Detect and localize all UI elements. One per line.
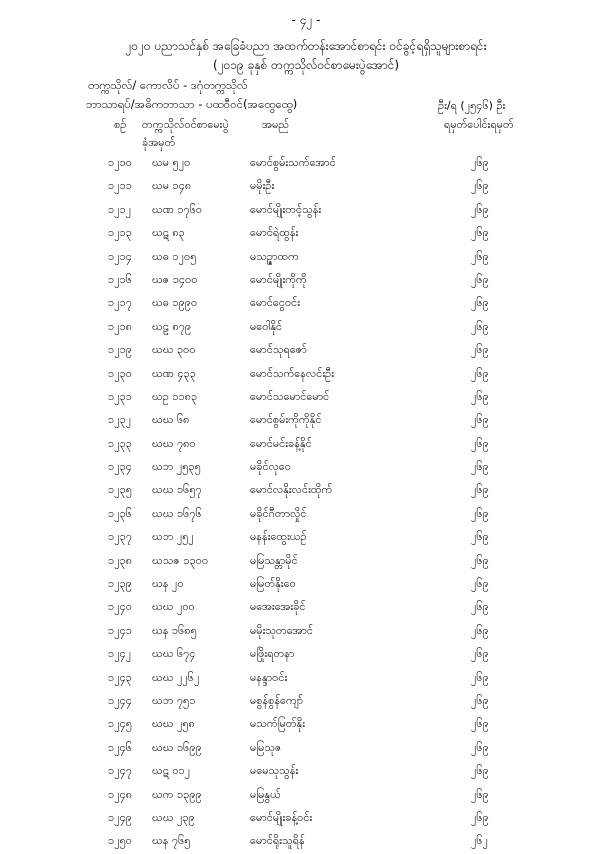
exam-id: ဃမ ၁၄၈ — [152, 179, 192, 193]
row-number: ၁၂၁၈ — [108, 319, 133, 333]
student-name: မောင်စွမ်းသက်အောင် — [250, 156, 336, 169]
row-number: ၁၂၄၄ — [108, 693, 132, 707]
exam-id: ဃဃ ၁၆၅၇ — [152, 483, 202, 497]
table-row — [0, 433, 612, 456]
quota-header: ဦး/ရ (၂၅၄၆) ဦး — [438, 99, 506, 112]
student-name: မမြတ်နိုးဝေ — [250, 577, 296, 591]
row-number: ၁၂၄၃ — [108, 670, 132, 684]
table-row — [0, 339, 612, 362]
exam-id: ဃဘ ၂၅၂ — [152, 530, 194, 544]
university-line: တက္ကသိုလ်/ ကောလိပ် - ဒဂုံတက္ကသိုလ် — [88, 78, 248, 92]
score: ၂၆၉ — [471, 226, 489, 240]
exam-id: ဃဃ ၂၃၉ — [152, 810, 195, 824]
table-row — [0, 784, 612, 807]
student-name: မနန္ဒာဝင်း — [250, 670, 288, 684]
score: ၂၆၉ — [471, 202, 489, 216]
table-row — [0, 386, 612, 409]
student-name: မောင်စွမ်းကိုကိုနိုင် — [250, 413, 322, 427]
score: ၂၆၉ — [471, 810, 489, 824]
column-header-score: ရမှတ်ပေါင်းရမှတ် — [444, 118, 514, 131]
exam-id: ဃဃ ၆၈ — [152, 413, 190, 427]
table-row — [0, 690, 612, 713]
student-name: မမိုးသုတအောင် — [250, 623, 313, 637]
table-row — [0, 222, 612, 245]
exam-id: ဃဠ ၈၇၉ — [152, 319, 192, 333]
student-name: မောင်မင်းခန့်နိုင် — [250, 436, 312, 450]
student-name: မောင်သမောင်မောင် — [250, 389, 330, 403]
exam-id: ဃဃ ၁၆၇၆ — [152, 506, 202, 520]
row-number: ၁၂၁၄ — [108, 249, 132, 263]
row-number: ၁၂၃၁ — [108, 389, 132, 403]
student-name: မမိုးဦး — [250, 179, 275, 193]
row-number: ၁၂၁၂ — [108, 202, 132, 216]
score: ၂၆၉ — [471, 179, 489, 193]
row-number: ၁၂၃၃ — [108, 436, 132, 450]
exam-id: ဃဏ ၁၇၆၀ — [152, 202, 203, 216]
table-row — [0, 737, 612, 760]
score: ၂၆၉ — [471, 670, 489, 684]
exam-id: ဃန ၁၆၈၅ — [152, 623, 197, 637]
row-number: ၁၂၄၅ — [108, 717, 132, 731]
student-name: မမေသုသွန်း — [250, 764, 299, 778]
student-name: မောင်ငွေဝင်း — [250, 296, 301, 310]
table-row — [0, 620, 612, 643]
page-number: - ၄၂ - — [291, 13, 321, 27]
table-row — [0, 713, 612, 736]
column-header-number: စဉ် — [114, 118, 127, 131]
table-row — [0, 479, 612, 502]
row-number: ၁၂၁၀ — [108, 156, 132, 169]
score: ၂၆၉ — [471, 530, 489, 544]
row-number: ၁၂၁၉ — [108, 343, 132, 357]
table-row — [0, 807, 612, 830]
exam-id: ဃဥ ၁၁၈၃ — [152, 389, 198, 403]
score: ၂၆၉ — [471, 693, 489, 707]
student-name: မောင်သက်နေလင်းဦး — [250, 366, 335, 380]
row-number: ၁၂၁၇ — [108, 296, 132, 310]
student-name: မသဉ္ဇာထက — [250, 249, 299, 263]
score: ၂၆၉ — [471, 740, 489, 754]
student-name: မောင်ရိုးသူရိန် — [250, 834, 305, 848]
row-number: ၁၂၄၈ — [108, 787, 133, 801]
score: ၂၆၉ — [471, 413, 489, 427]
row-number: ၁၂၃၂ — [108, 413, 132, 427]
table-row — [0, 596, 612, 619]
table-row — [0, 643, 612, 666]
row-number: ၁၂၄၆ — [108, 740, 132, 754]
table-row — [0, 503, 612, 526]
student-name: မအေးအေးခိုင် — [250, 600, 306, 614]
row-number: ၁၂၄၂ — [108, 647, 132, 661]
student-name: မမြသုဇ — [250, 740, 282, 754]
score: ၂၆၉ — [471, 764, 489, 778]
score: ၂၆၉ — [471, 460, 489, 474]
table-row — [0, 246, 612, 269]
student-name: မဖြိုးရတနာ — [250, 647, 295, 661]
table-row — [0, 526, 612, 549]
exam-id: ဃဋ ၈၃ — [152, 226, 185, 240]
student-name: မစွန်စွန်ကျော် — [250, 693, 304, 707]
table-row — [0, 363, 612, 386]
row-number: ၁၂၃၆ — [108, 506, 132, 520]
student-name: မဝေါနိုင် — [250, 319, 283, 333]
exam-id: ဃဃ ၁၆၉၉ — [152, 740, 202, 754]
score: ၂၆၉ — [471, 717, 489, 731]
student-name: မမြသန္တာမိုင် — [250, 553, 298, 567]
score: ၂၆၉ — [471, 787, 489, 801]
exam-id: ဃဃ ၃၀၀ — [152, 343, 196, 357]
student-name: မောင်မျိုးကိုကို — [250, 272, 307, 286]
student-name: မနန်းထွေးယဉ် — [250, 530, 307, 544]
exam-id: ဃသဇ ၁၃၀၀ — [152, 553, 209, 567]
table-row — [0, 830, 612, 853]
exam-id: ဃဃ ၆၇၄ — [152, 647, 196, 661]
row-number: ၁၂၃၈ — [108, 553, 133, 567]
column-header-roll: ခုံအမှတ် — [142, 136, 176, 149]
table-row — [0, 573, 612, 596]
score: ၂၆၉ — [471, 483, 489, 497]
document-subtitle: (၂၀၁၉ ခုနှစ် တက္ကသိုလ်ဝင်စာမေးပွဲအောင်) — [212, 58, 400, 72]
exam-id: ဃန ၇၆၅ — [152, 834, 191, 848]
student-name: မခိုင်လှဝေ — [250, 460, 292, 474]
student-name: မသက်မြတ်နိုး — [250, 717, 305, 731]
score: ၂၆၉ — [471, 506, 489, 520]
table-row — [0, 760, 612, 783]
exam-id: ဃက ၁၃၉၉ — [152, 787, 202, 801]
score: ၂၆၉ — [471, 389, 489, 403]
exam-id: ဃဋ ၀၁၂ — [152, 764, 191, 778]
score: ၂၆၉ — [471, 600, 489, 614]
exam-id: ဃန ၂၀ — [152, 577, 184, 591]
student-table — [0, 152, 612, 854]
row-number: ၁၂၃၀ — [108, 366, 132, 380]
score: ၂၆၂ — [471, 834, 488, 848]
table-row — [0, 175, 612, 198]
exam-id: ဃဏ ၄၃၃ — [152, 366, 196, 380]
column-header-exam-id: တက္ကသိုလ်ဝင်စာမေးပွဲ — [142, 118, 229, 131]
exam-id: ဃဇ ၁၄၀၀ — [152, 272, 198, 286]
row-number: ၁၂၃၅ — [108, 483, 132, 497]
row-number: ၁၂၃၉ — [108, 577, 132, 591]
row-number: ၁၂၁၁ — [108, 179, 132, 193]
row-number: ၁၂၄၀ — [108, 600, 132, 614]
exam-id: ဃဃ ၂၀၀ — [152, 600, 195, 614]
student-name: မောင်လနိုးလင်းထိုက် — [250, 483, 333, 497]
row-number: ၁၂၃၇ — [108, 530, 132, 544]
score: ၂၆၉ — [471, 156, 489, 169]
column-header-name: အမည် — [262, 118, 290, 131]
exam-id: ဃဃ ၇၈၀ — [152, 436, 196, 450]
table-row — [0, 667, 612, 690]
score: ၂၆၉ — [471, 436, 489, 450]
exam-id: ဃမ ၅၂၀ — [152, 156, 191, 169]
score: ၂၆၉ — [471, 319, 489, 333]
score: ၂၆၉ — [471, 553, 489, 567]
exam-id: ဃဘ ၂၅၃၅ — [152, 460, 201, 474]
student-name: မောင်သုရဇော် — [250, 343, 307, 357]
exam-id: ဃဘ ၇၅၁ — [152, 693, 196, 707]
exam-id: ဃဃ ၂၅၈ — [152, 717, 195, 731]
student-name: မောင်မျိုးတင့်သွန်း — [250, 202, 322, 216]
row-number: ၁၂၁၆ — [108, 272, 132, 286]
student-name: မမြနွယ် — [250, 787, 281, 801]
table-row — [0, 456, 612, 479]
subject-line: ဘာသာရပ်/အဓိကဘာသာ - ပထဝီဝင်(အထွေထွေ) — [86, 97, 298, 111]
table-row — [0, 316, 612, 339]
table-row — [0, 292, 612, 315]
score: ၂၆၉ — [471, 296, 489, 310]
score: ၂၆၉ — [471, 577, 489, 591]
table-row — [0, 199, 612, 222]
row-number: ၁၂၄၇ — [108, 764, 132, 778]
student-name: မောင်မျိုးခန့်ဝင်း — [250, 810, 313, 824]
score: ၂၆၉ — [471, 647, 489, 661]
table-row — [0, 409, 612, 432]
row-number: ၁၂၁၃ — [108, 226, 132, 240]
score: ၂၆၉ — [471, 623, 489, 637]
document-title: ၂၀၂၀ ပညာသင်နှစ် အခြေခံပညာ အထက်တန်းအောင်စာရင်း ဝင်ခွင့်ရရှိသူများစာရင်း — [125, 39, 487, 53]
row-number: ၁၂၃၄ — [108, 460, 132, 474]
exam-id: ဃဓ ၁၉၉၀ — [152, 296, 198, 310]
score: ၂၆၉ — [471, 366, 489, 380]
row-number: ၁၂၅၀ — [108, 834, 132, 848]
table-row — [0, 269, 612, 292]
exam-id: ဃဓ ၁၂၀၅ — [152, 249, 197, 263]
score: ၂၆၉ — [471, 343, 489, 357]
table-row — [0, 152, 612, 175]
row-number: ၁၂၄၉ — [108, 810, 132, 824]
table-row — [0, 550, 612, 573]
row-number: ၁၂၄၁ — [108, 623, 132, 637]
exam-id: ဃဃ ၂၂၆၂ — [152, 670, 200, 684]
student-name: မောင်ရဲထွန်း — [250, 226, 299, 240]
score: ၂၆၉ — [471, 272, 489, 286]
score: ၂၆၉ — [471, 249, 489, 263]
student-name: မခိုင်ဂီတာလှိုင် — [250, 506, 307, 520]
